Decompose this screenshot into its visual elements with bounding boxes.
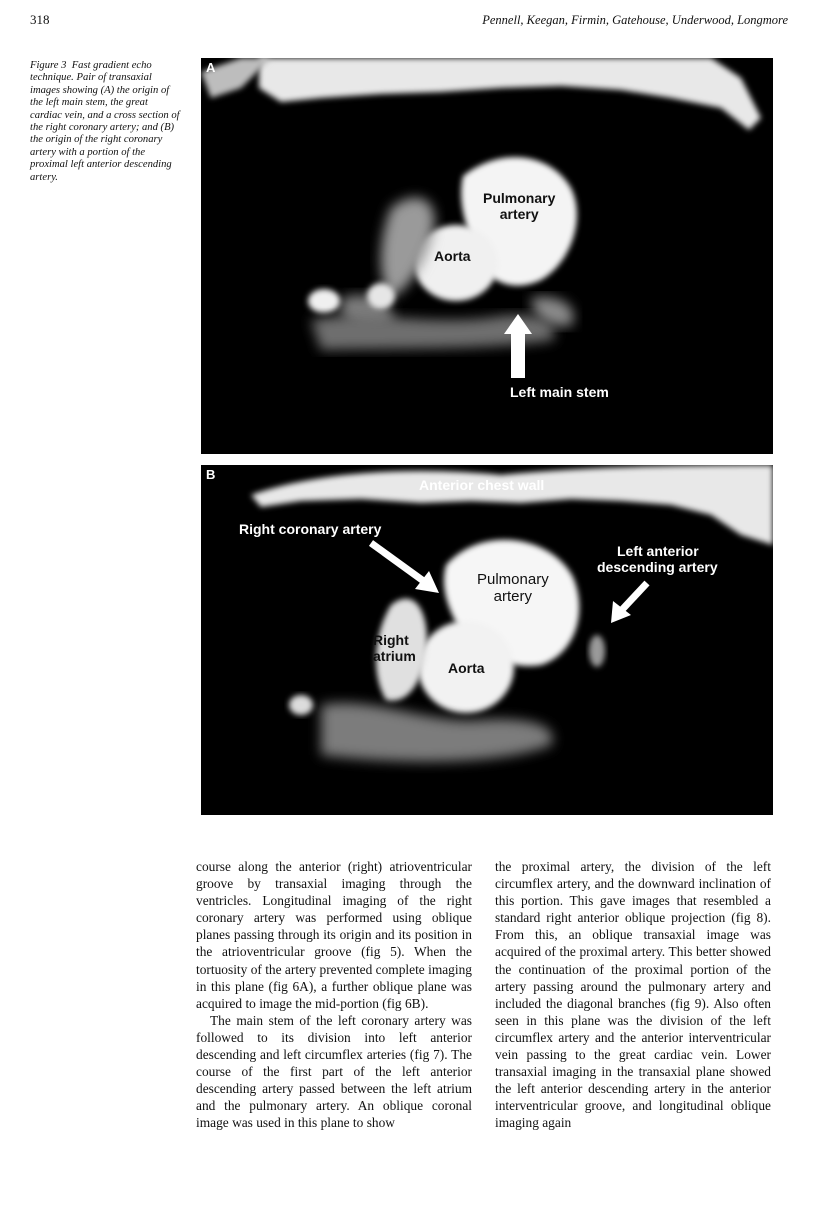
figure-panel-b bbox=[201, 465, 773, 815]
label-pulmonary-a-line1: Pulmonary bbox=[483, 190, 556, 206]
label-left-anterior-descending bbox=[597, 543, 718, 575]
running-head: Pennell, Keegan, Firmin, Gatehouse, Underwood, Longmore bbox=[482, 13, 788, 27]
label-pulmonary-a-line2: artery bbox=[499, 206, 539, 222]
label-aorta-b: Aorta bbox=[448, 660, 485, 676]
figure-caption-label: Figure 3 bbox=[30, 60, 67, 71]
label-pulmonary-b-line1: Pulmonary bbox=[477, 571, 549, 588]
page-number: 318 bbox=[30, 12, 50, 27]
label-pulmonary-artery-b bbox=[477, 571, 549, 605]
body-paragraph: course along the anterior (right) atrioventricular groove by transaxial imaging through the ventricles. Longitudinal imaging of the right coronary artery was performed using oblique planes passing through its origin and its position in the atrioventricular groove (fig 5). When the tortuosity of the artery prevented complete imaging in this plane (fig 6A), a further oblique plane was acquired to image the mid-portion (fig 6B). bbox=[196, 859, 472, 1011]
label-right-atrium-line2: atrium bbox=[373, 648, 416, 664]
label-lad-line1: Left anterior bbox=[617, 543, 699, 559]
body-column-right bbox=[495, 858, 771, 1132]
label-right-coronary-artery: Right coronary artery bbox=[239, 521, 382, 537]
body-column-left bbox=[196, 858, 472, 1132]
label-pulmonary-artery-a bbox=[483, 190, 555, 222]
body-paragraph: The main stem of the left coronary artery was followed to its division into left anterior descending and left circumflex arteries (fig 7). The course of the first part of the left anterior descending artery passed between the left atrium and the pulmonary artery. An oblique coronal image was used in this plane to show bbox=[196, 1012, 472, 1131]
label-right-atrium bbox=[373, 632, 416, 664]
figure-panel-a bbox=[201, 58, 773, 454]
label-lad-line2: descending artery bbox=[597, 559, 718, 575]
panel-letter-b: B bbox=[206, 467, 216, 482]
mri-image-a bbox=[201, 58, 773, 454]
label-anterior-chest-wall: Anterior chest wall bbox=[419, 477, 545, 493]
label-left-main-stem: Left main stem bbox=[510, 384, 609, 400]
label-right-atrium-line1: Right bbox=[373, 632, 409, 648]
panel-letter-a: A bbox=[206, 60, 216, 75]
figure-caption bbox=[30, 60, 180, 184]
mri-image-b bbox=[201, 465, 773, 815]
label-aorta-a: Aorta bbox=[434, 248, 471, 264]
body-paragraph: the proximal artery, the division of the left circumflex artery, and the downward inclination of this portion. This gave images that resembled a standard right anterior oblique projection (fig 8). From this, an oblique transaxial image was acquired of the proximal artery. This better showed the continuation of the proximal portion of the artery passing around the pulmonary artery and included the diagonal branches (fig 9). Also often seen in this plane was the division of the left circumflex artery and the anterior interventricular vein passing to the great cardiac vein. Lower transaxial imaging in the transaxial plane showed the left anterior descending artery in the anterior interventricular groove, and longitudinal oblique imaging again bbox=[495, 859, 771, 1131]
figure-caption-text: Fast gradient echo technique. Pair of transaxial images showing (A) the origin of the left main stem, the great cardiac vein, and a cross section of the right coronary artery; and (B) the origin of the right coronary artery with a portion of the proximal left anterior descending artery. bbox=[30, 60, 180, 183]
label-pulmonary-b-line2: artery bbox=[493, 588, 533, 605]
